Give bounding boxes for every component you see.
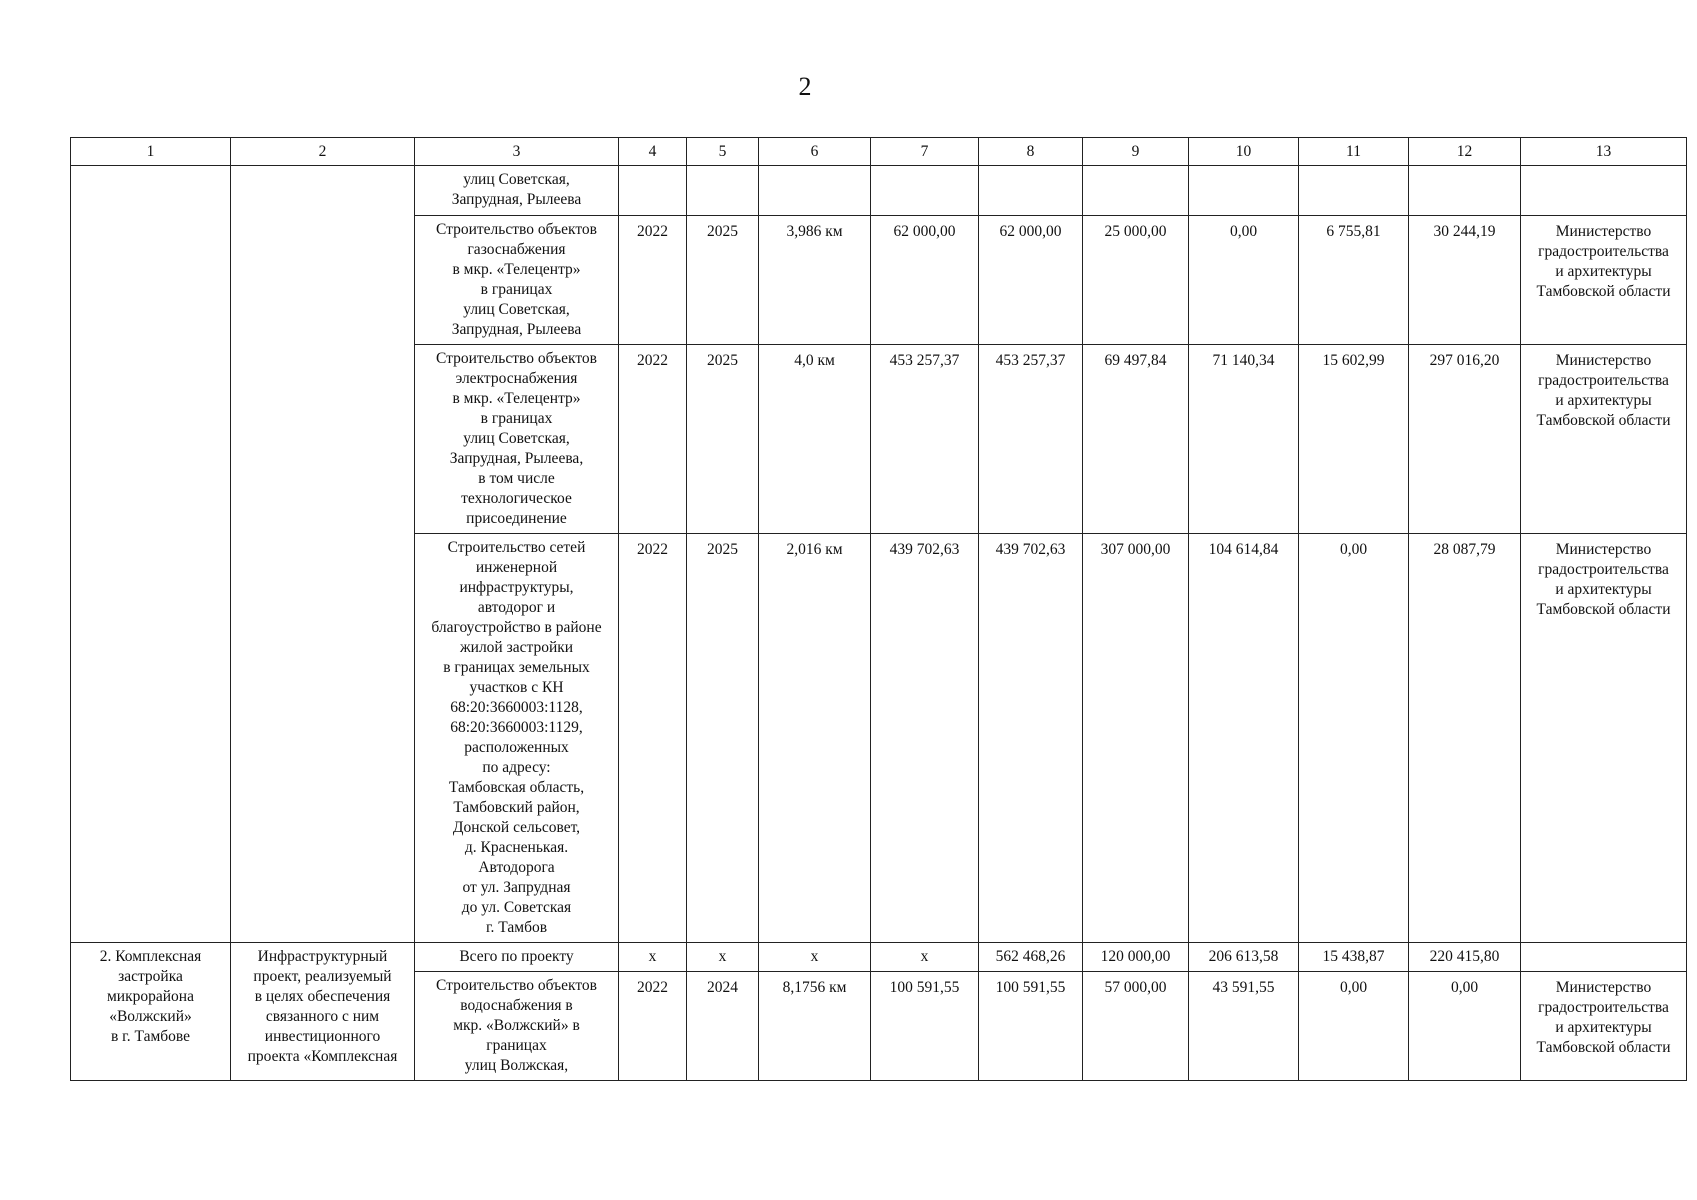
cell-col-13 [1521, 166, 1687, 216]
cell-col-7: 62 000,00 [871, 216, 979, 345]
cell-col-7: 453 257,37 [871, 345, 979, 534]
header-col-8: 8 [979, 138, 1083, 166]
header-col-13: 13 [1521, 138, 1687, 166]
cell-col-6: 4,0 км [759, 345, 871, 534]
cell-col-4: 2022 [619, 534, 687, 943]
cell-col-11 [1299, 166, 1409, 216]
cell-col-9: 307 000,00 [1083, 534, 1189, 943]
header-col-3: 3 [415, 138, 619, 166]
cell-col-4: х [619, 943, 687, 972]
cell-col-8 [979, 166, 1083, 216]
cell-col-9: 69 497,84 [1083, 345, 1189, 534]
cell-col-7: 100 591,55 [871, 972, 979, 1081]
cell-col-3: Всего по проекту [415, 943, 619, 972]
cell-col-2 [231, 166, 415, 943]
cell-col-8: 62 000,00 [979, 216, 1083, 345]
cell-col-1: 2. Комплексная застройка микрорайона «Волжский» в г. Тамбове [71, 943, 231, 1081]
cell-col-8: 100 591,55 [979, 972, 1083, 1081]
cell-col-3: Строительство объектов водоснабжения в мкр. «Волжский» в границах улиц Волжская, [415, 972, 619, 1081]
cell-col-12: 0,00 [1409, 972, 1521, 1081]
cell-col-4: 2022 [619, 216, 687, 345]
cell-col-3: Строительство объектов газоснабжения в мкр. «Телецентр» в границах улиц Советская, Запрудная, Рылеева [415, 216, 619, 345]
page-number: 2 [798, 72, 812, 101]
cell-col-13: Министерство градостроительства и архитектуры Тамбовской области [1521, 216, 1687, 345]
cell-col-11: 0,00 [1299, 972, 1409, 1081]
table-row [71, 166, 1687, 216]
cell-col-5: 2025 [687, 534, 759, 943]
cell-col-9: 57 000,00 [1083, 972, 1189, 1081]
cell-col-10: 71 140,34 [1189, 345, 1299, 534]
cell-col-10: 206 613,58 [1189, 943, 1299, 972]
cell-col-7: 439 702,63 [871, 534, 979, 943]
cell-col-13: Министерство градостроительства и архитектуры Тамбовской области [1521, 345, 1687, 534]
cell-col-12: 28 087,79 [1409, 534, 1521, 943]
cell-col-11: 15 602,99 [1299, 345, 1409, 534]
cell-col-10 [1189, 166, 1299, 216]
cell-col-5: 2024 [687, 972, 759, 1081]
header-col-4: 4 [619, 138, 687, 166]
cell-col-6: х [759, 943, 871, 972]
cell-col-10: 0,00 [1189, 216, 1299, 345]
header-col-10: 10 [1189, 138, 1299, 166]
cell-col-12: 220 415,80 [1409, 943, 1521, 972]
cell-col-7 [871, 166, 979, 216]
cell-col-9: 120 000,00 [1083, 943, 1189, 972]
cell-col-3: Строительство сетей инженерной инфраструктуры, автодорог и благоустройство в районе жилой застройки в границах земельных участков с КН 68:20:3660003:1128, 68:20:3660003:1129, расположенных по адресу: Тамбовская область, Тамбовский район, Донской сельсовет, д. Красненькая. Автодорога от ул. Запрудная до ул. Советская г. Тамбов [415, 534, 619, 943]
header-col-9: 9 [1083, 138, 1189, 166]
program-table [70, 137, 1687, 1081]
header-col-12: 12 [1409, 138, 1521, 166]
header-col-7: 7 [871, 138, 979, 166]
cell-col-13: Министерство градостроительства и архитектуры Тамбовской области [1521, 534, 1687, 943]
header-col-11: 11 [1299, 138, 1409, 166]
cell-col-3: улиц Советская, Запрудная, Рылеева [415, 166, 619, 216]
table-row [71, 943, 1687, 972]
cell-col-11: 0,00 [1299, 534, 1409, 943]
cell-col-2: Инфраструктурный проект, реализуемый в целях обеспечения связанного с ним инвестиционного проекта «Комплексная [231, 943, 415, 1081]
cell-col-6: 8,1756 км [759, 972, 871, 1081]
cell-col-11: 15 438,87 [1299, 943, 1409, 972]
cell-col-13: Министерство градостроительства и архитектуры Тамбовской области [1521, 972, 1687, 1081]
cell-col-4 [619, 166, 687, 216]
cell-col-6 [759, 166, 871, 216]
cell-col-6: 3,986 км [759, 216, 871, 345]
cell-col-5: х [687, 943, 759, 972]
cell-col-3: Строительство объектов электроснабжения в мкр. «Телецентр» в границах улиц Советская, Запрудная, Рылеева, в том числе технологическое присоединение [415, 345, 619, 534]
header-col-5: 5 [687, 138, 759, 166]
cell-col-9: 25 000,00 [1083, 216, 1189, 345]
cell-col-9 [1083, 166, 1189, 216]
cell-col-5: 2025 [687, 345, 759, 534]
cell-col-5 [687, 166, 759, 216]
header-col-2: 2 [231, 138, 415, 166]
header-col-6: 6 [759, 138, 871, 166]
cell-col-13 [1521, 943, 1687, 972]
cell-col-8: 453 257,37 [979, 345, 1083, 534]
cell-col-12 [1409, 166, 1521, 216]
cell-col-4: 2022 [619, 345, 687, 534]
cell-col-8: 562 468,26 [979, 943, 1083, 972]
header-col-1: 1 [71, 138, 231, 166]
cell-col-4: 2022 [619, 972, 687, 1081]
cell-col-11: 6 755,81 [1299, 216, 1409, 345]
header-row [71, 138, 1687, 166]
cell-col-10: 43 591,55 [1189, 972, 1299, 1081]
cell-col-6: 2,016 км [759, 534, 871, 943]
cell-col-10: 104 614,84 [1189, 534, 1299, 943]
cell-col-12: 30 244,19 [1409, 216, 1521, 345]
cell-col-1 [71, 166, 231, 943]
cell-col-12: 297 016,20 [1409, 345, 1521, 534]
cell-col-8: 439 702,63 [979, 534, 1083, 943]
cell-col-5: 2025 [687, 216, 759, 345]
cell-col-7: х [871, 943, 979, 972]
